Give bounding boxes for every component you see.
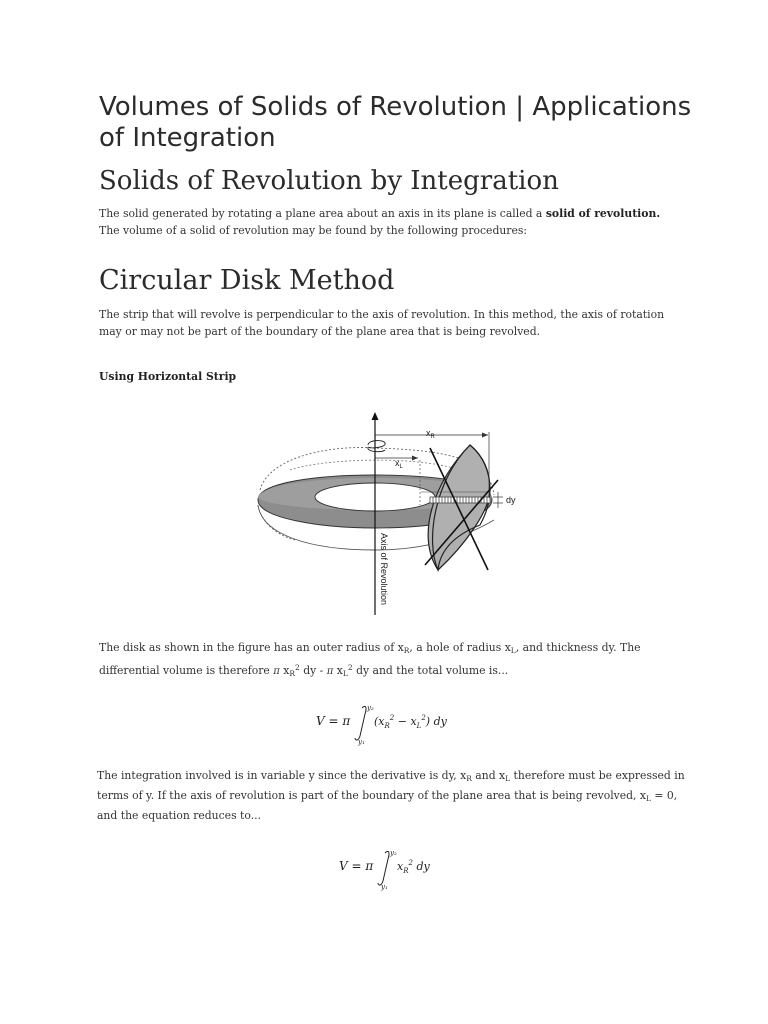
para3-t7: dy and the total volume is... [352, 664, 509, 677]
para3-t4: x [279, 664, 290, 677]
intro-text-start: The solid generated by rotating a plane area about an axis in its plane is called a [99, 207, 546, 220]
eq2-integrand: $x_R^2$ dy [397, 859, 430, 875]
para3-pi1: π [273, 666, 280, 677]
volume-equation-2 [335, 845, 455, 891]
para3-pi2: π [326, 666, 334, 677]
para3-t2: , a hole of radius x [409, 641, 511, 654]
eq2-lower-limit: y₁ [381, 883, 388, 891]
para3-s4: L [342, 669, 348, 678]
para3-t3: , and thickness dy. The differential volume is therefore [99, 641, 641, 677]
para3-s2: L [510, 646, 516, 655]
para4-s3: L [646, 794, 651, 803]
intro-paragraph [99, 205, 679, 239]
eq1-lhs: V = π [316, 714, 351, 728]
para4-t2: and x [471, 769, 506, 782]
disk-description-paragraph [99, 639, 679, 682]
axis-arrow-head [372, 412, 379, 420]
para3-s1: R [403, 646, 410, 655]
para4-s1: R [466, 774, 472, 783]
eq2-upper-limit: y₂ [390, 849, 397, 857]
eq1-integral-sign [355, 706, 366, 740]
para4-t4: = 0, and the equation reduces to... [97, 789, 678, 822]
eq2-integral-sign [378, 851, 389, 885]
eq1-lower-limit: y₁ [358, 738, 365, 746]
disk-method-figure [250, 410, 530, 615]
para4-t3: therefore must be expressed in terms of y. If the axis of revolution is part of the boundary of the plane area that is being revolved, x [97, 769, 685, 802]
para4-t1: The integration involved is in variable y since the derivative is dy, x [97, 769, 467, 782]
xl-arrow-head [412, 456, 418, 461]
para3-t1: The disk as shown in the figure has an outer radius of x [99, 641, 404, 654]
section-heading-disk-method: Circular Disk Method [99, 265, 395, 296]
integration-note-paragraph [97, 767, 687, 824]
horizontal-strip-subheading: Using Horizontal Strip [99, 370, 237, 383]
rotation-arrow [368, 441, 385, 452]
eq1-integrand: $(x_R^2 - x_L^2)$ dy [374, 714, 447, 730]
para3-t5: dy - [299, 664, 327, 677]
intro-bold-term: solid of revolution. [545, 207, 661, 220]
xl-label: $x_L$ [395, 458, 403, 470]
para3-t6: x [333, 664, 343, 677]
page-title: Volumes of Solids of Revolution | Applications of Integration [99, 92, 692, 153]
disk-method-paragraph: The strip that will revolve is perpendicular to the axis of revolution. In this method, the axis of rotation may or may not be part of the boundary of the plane area that is being revolved. [99, 308, 665, 338]
para4-s2: L [505, 774, 511, 783]
eq2-lhs: V = π [339, 859, 374, 873]
intro-text-end: The volume of a solid of revolution may be found by the following procedures: [99, 224, 528, 237]
xr-label: $x_R$ [426, 428, 435, 440]
axis-label: Axis of Revolution [379, 533, 389, 606]
dy-label: dy [506, 495, 516, 505]
para3-s3: R [289, 669, 296, 678]
volume-equation-1 [310, 700, 470, 746]
xr-arrow-head [482, 433, 488, 438]
para3-sup2: 2 [347, 663, 353, 672]
eq1-upper-limit: y₂ [367, 704, 374, 712]
para3-sup1: 2 [295, 663, 300, 672]
section-heading-solids: Solids of Revolution by Integration [99, 166, 559, 196]
